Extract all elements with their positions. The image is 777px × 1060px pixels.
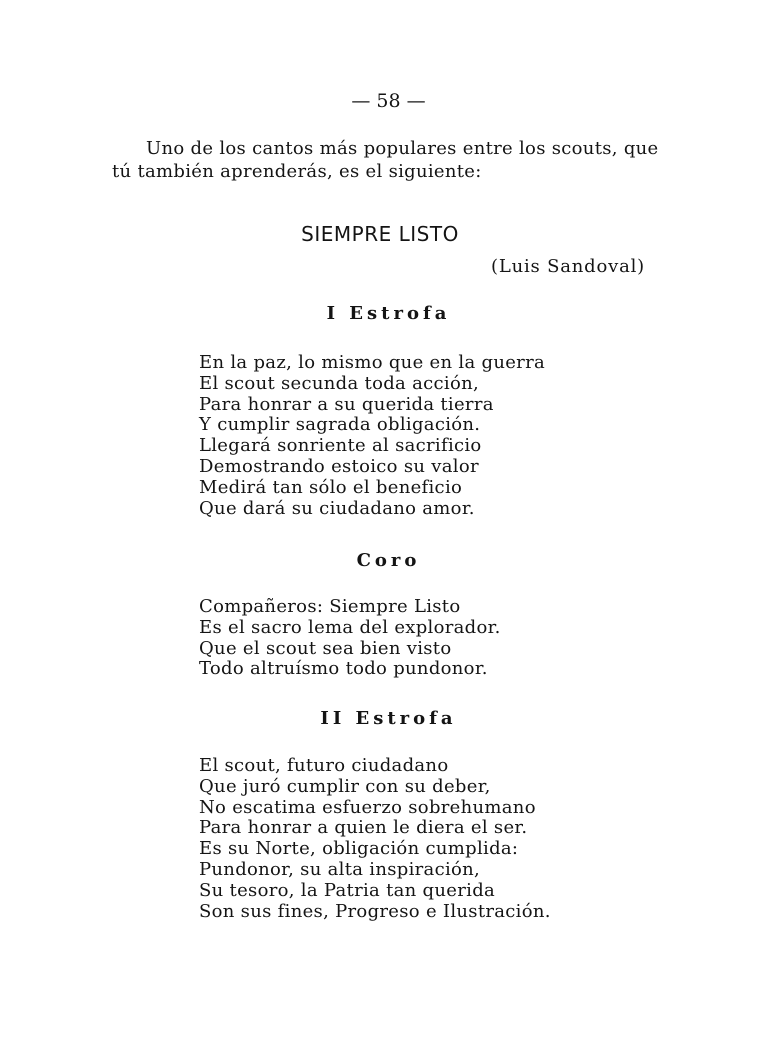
intro-line: tú también aprenderás, es el siguiente:	[112, 161, 482, 182]
song-title: SIEMPRE LISTO	[301, 222, 459, 246]
verse-line: Es el sacro lema del explorador.	[199, 616, 501, 638]
verse-line: Que el scout sea bien visto	[199, 637, 452, 659]
verse-line: En la paz, lo mismo que en la guerra	[199, 352, 546, 373]
verse-line: Medirá tan sólo el beneficio	[199, 476, 463, 498]
verse-line: El scout secunda toda acción,	[199, 372, 480, 394]
verse-line: Es su Norte, obligación cumplida:	[199, 838, 519, 860]
verse-line: Compañeros: Siempre Listo	[199, 596, 461, 617]
verse-line: No escatima esfuerzo sobrehumano	[199, 796, 536, 818]
verse-line: Todo altruísmo todo pundonor.	[199, 658, 488, 680]
verse-line: Para honrar a su querida tierra	[199, 393, 494, 415]
intro-line: Uno de los cantos más populares entre los scouts, que	[146, 138, 659, 159]
verse-line: Y cumplir sagrada obligación.	[199, 414, 481, 436]
verse-line: Llegará sonriente al sacrificio	[199, 435, 482, 457]
stanza-2	[199, 756, 619, 922]
verse-line: Su tesoro, la Patria tan querida	[199, 879, 496, 901]
song-author: (Luis Sandoval)	[491, 256, 645, 277]
verse-line: Son sus fines, Progreso e Ilustración.	[199, 900, 551, 922]
verse-line: Que juró cumplir con su deber,	[199, 775, 491, 797]
verse-line: Para honrar a quien le diera el ser.	[199, 817, 528, 839]
stanza-1	[199, 353, 619, 519]
verse-line: Demostrando estoico su valor	[199, 455, 479, 477]
stanza-2-heading: II Estrofa	[320, 708, 457, 729]
verse-line: Pundonor, su alta inspiración,	[199, 858, 481, 880]
verse-line: El scout, futuro ciudadano	[199, 755, 449, 776]
verse-line: Que dará su ciudadano amor.	[199, 497, 475, 519]
stanza-1-heading: I Estrofa	[326, 303, 451, 324]
chorus-heading: Coro	[356, 550, 421, 571]
chorus	[199, 597, 619, 680]
page-number: — 58 —	[351, 90, 426, 112]
intro-paragraph	[112, 137, 672, 183]
